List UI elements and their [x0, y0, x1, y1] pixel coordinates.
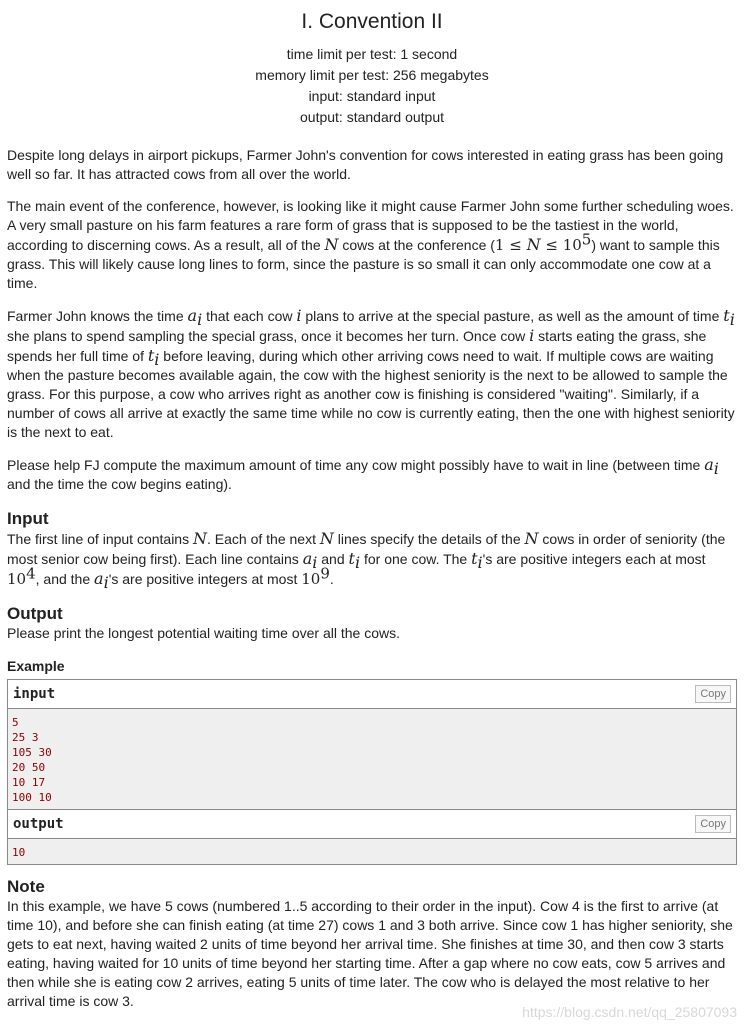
watermark: https://blog.csdn.net/qq_25807093	[522, 1004, 737, 1020]
legend-paragraph-3	[7, 306, 737, 442]
text-span: . Each of the next	[207, 531, 320, 547]
math-exponent: 9	[320, 564, 330, 583]
output-block-header	[8, 809, 736, 839]
text-span: she plans to spend sampling the special grass, once it becomes her turn. Once cow	[7, 328, 530, 344]
problem-header	[7, 9, 737, 128]
math-subscript: i	[197, 309, 203, 329]
text-span: Please help FJ compute the maximum amount of time any cow might possibly have to wait in line (between time	[7, 457, 705, 473]
time-limit: time limit per test: 1 second	[286, 46, 458, 62]
memory-limit: memory limit per test: 256 megabytes	[255, 67, 489, 83]
output-block-label: output	[13, 816, 64, 832]
text-span: lines specify the details of the	[333, 531, 525, 547]
input-heading: Input	[7, 509, 49, 528]
note-heading: Note	[7, 877, 45, 896]
math-subscript: i	[713, 458, 719, 478]
math-subscript: i	[354, 552, 361, 572]
input-section	[7, 509, 737, 592]
math-subscript: i	[154, 349, 160, 369]
text-span: Farmer John knows the time	[7, 308, 188, 324]
text-span: 's are positive integers each at most	[482, 551, 706, 567]
text-span: cows at the conference (	[338, 237, 495, 253]
math-a: a	[704, 455, 714, 474]
text-span: ) want to sample this grass. This will likely cause long lines to form, since the pasture is so small it can only accommodate one cow at a time.	[7, 237, 720, 291]
input-block-header	[8, 680, 736, 709]
example-io	[7, 679, 737, 865]
math-a: a	[94, 569, 104, 588]
sample-input: 5 25 3 105 30 20 50 10 17 100 10	[8, 709, 736, 809]
math-N: N	[319, 529, 334, 548]
example-section	[7, 657, 737, 865]
text-span: The main event of the conference, however, is looking like it might cause Farmer John some further scheduling woes. A very small pasture on his farm features a rare form of grass that is supposed to be the tastiest in the world, according to discerning cows. As a result, all of the	[7, 198, 734, 253]
note-text: In this example, we have 5 cows (numbered 1..5 according to their order in the input). Cow 4 is the first to arrive (at time 10), and before she can finish eating (at time 27) cows 1 and 3 both arrive. Since cow 1 has higher seniority, she gets to eat next, having waited 2 units of time beyond her arrival time. She finishes at time 30, and then cow 3 starts eating, having waited for 10 units of time beyond her starting time. After a gap where no cow eats, cow 5 arrives and then while she is eating cow 2 arrives, eating 5 units of time later. The cow who is delayed the most relative to her arrival time is cow 3.	[7, 898, 733, 1009]
math-le: ≤	[540, 236, 563, 254]
text-span: that each cow	[202, 308, 297, 324]
math-t: t	[723, 306, 730, 325]
text-span: and	[317, 551, 349, 567]
legend-paragraph-4	[7, 455, 737, 494]
text-span: before leaving, during which other arriving cows need to wait. If multiple cows are waiting when the pasture becomes available again, the cow with the highest seniority is the next to be allowed to sample the grass. For this purpose, a cow who arrives right as another cow is finishing is considered "waiting". Similarly, if a number of cows all arrive at exactly the same time while no cow is currently eating, then the one with highest seniority is the next to eat.	[7, 348, 735, 440]
legend-paragraph-2	[7, 197, 737, 293]
note-section	[7, 877, 737, 1011]
text-span: plans to arrive at the special pasture, as well as the amount of time	[301, 308, 724, 324]
math-N: N	[324, 235, 339, 254]
math-i: i	[529, 326, 535, 345]
problem-statement	[0, 9, 745, 1011]
math-subscript: i	[312, 552, 318, 572]
text-span: , and the	[35, 571, 95, 587]
text-span: The first line of input contains	[7, 531, 193, 547]
math-N: N	[524, 529, 539, 548]
example-heading: Example	[7, 658, 65, 674]
problem-title: I. Convention II	[301, 10, 443, 33]
input-spec: input: standard input	[308, 88, 436, 104]
output-description: Please print the longest potential waiting time over all the cows.	[7, 625, 400, 641]
legend	[7, 146, 737, 494]
copy-input-button[interactable]: Copy	[695, 685, 731, 703]
math-a: a	[302, 549, 313, 568]
math-le: ≤	[504, 236, 527, 254]
math-a: a	[187, 306, 198, 325]
output-section	[7, 604, 737, 643]
math-subscript: i	[729, 309, 735, 329]
math-ten: 10	[7, 570, 27, 588]
math-subscript: i	[103, 572, 109, 592]
math-i: i	[296, 306, 302, 325]
output-spec: output: standard output	[300, 109, 444, 125]
math-t: t	[348, 549, 355, 568]
math-exponent: 4	[26, 564, 36, 583]
sample-output: 10	[8, 839, 736, 864]
math-subscript: i	[477, 552, 483, 572]
math-ten: 10	[301, 570, 321, 588]
math-N: N	[193, 529, 207, 548]
copy-output-button[interactable]: Copy	[695, 815, 731, 833]
input-block-label: input	[13, 686, 56, 702]
output-heading: Output	[7, 604, 63, 623]
math-N: N	[526, 235, 541, 254]
text-span: starts eating the grass, she spends her full time of	[7, 328, 707, 364]
math-ten: 10	[562, 236, 582, 254]
text-span: and the time the cow begins eating).	[7, 476, 232, 492]
text-span: .	[329, 571, 334, 587]
math-exponent: 5	[581, 230, 592, 249]
text-span: for one cow. The	[360, 551, 472, 567]
input-description	[7, 529, 737, 592]
math-t: t	[471, 549, 478, 568]
legend-paragraph-1: Despite long delays in airport pickups, Farmer John's convention for cows interested in eating grass has been going well so far. It has attracted cows from all over the world.	[7, 147, 724, 182]
math-t: t	[147, 346, 155, 365]
math-one: 1	[494, 236, 505, 254]
text-span: cows in order of seniority (the most senior cow being first). Each line contains	[7, 531, 726, 567]
text-span: 's are positive integers at most	[108, 571, 302, 587]
